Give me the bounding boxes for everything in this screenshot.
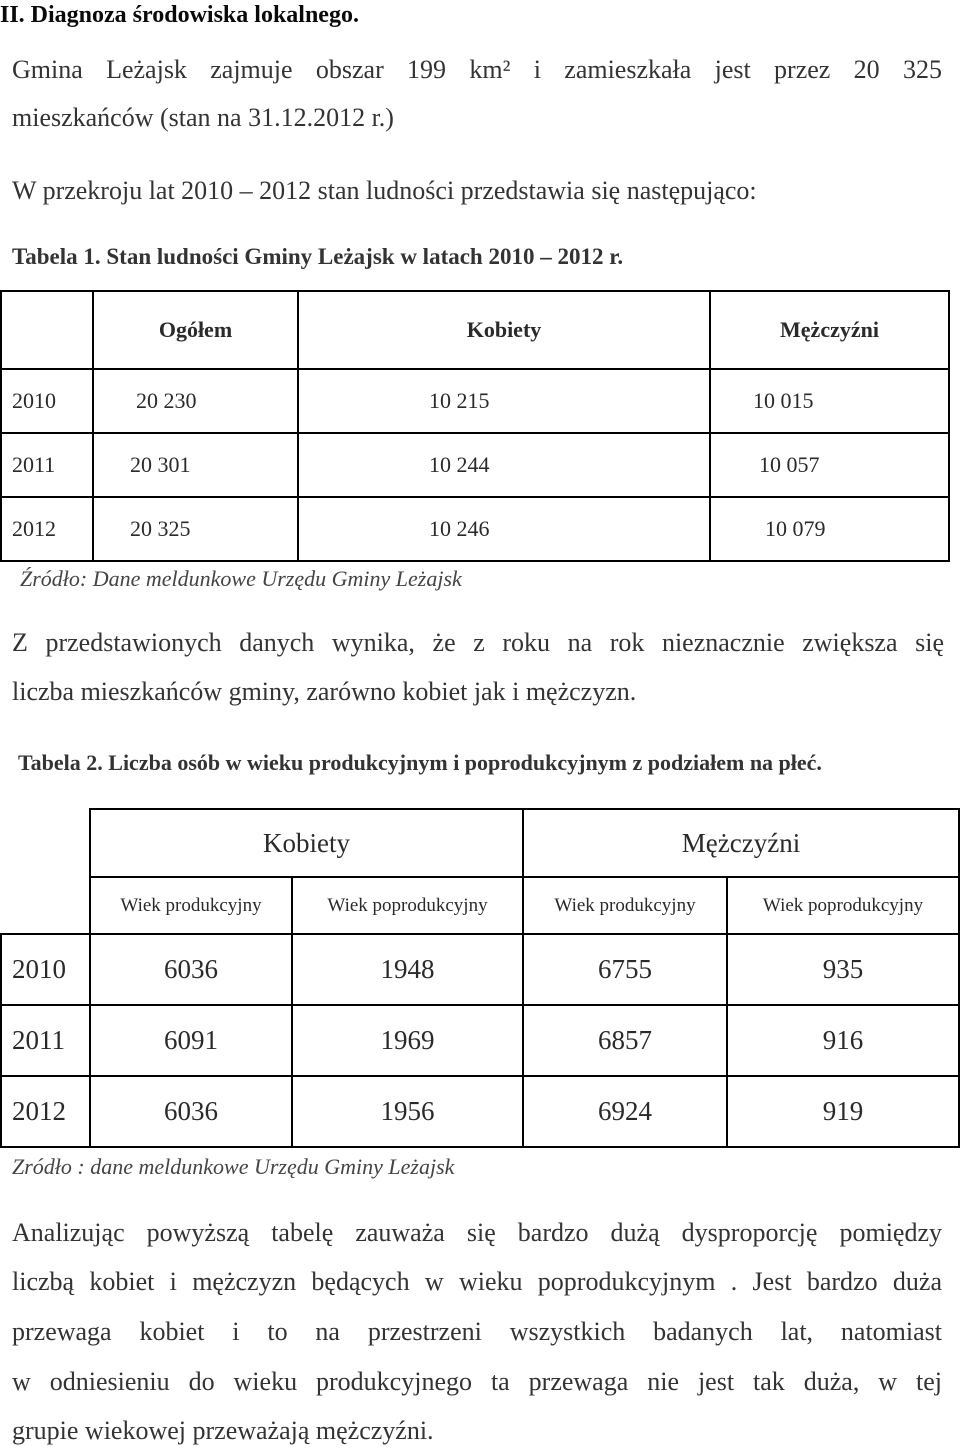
table2-subheader-women-postproductive: Wiek poprodukcyjny (292, 877, 523, 934)
table2-cell-women-postproductive: 1969 (292, 1005, 523, 1076)
table-row (1, 1005, 959, 1076)
table-row (1, 1076, 959, 1147)
table2-cell-year: 2010 (1, 934, 90, 1005)
table2-cell-men-productive: 6755 (523, 934, 727, 1005)
table2-cell-year: 2011 (1, 1005, 90, 1076)
intro-line-3: W przekroju lat 2010 – 2012 stan ludności przedstawia się następująco: (12, 176, 757, 205)
table1-cell-year: 2012 (1, 497, 93, 561)
table1-cell-year: 2010 (1, 369, 93, 433)
table2-cell-women-productive: 6036 (90, 1076, 292, 1147)
conclusion-line-1: Analizując powyższą tabelę zauważa się bardzo dużą dysproporcję pomiędzy (12, 1218, 942, 1247)
table2-cell-men-postproductive: 919 (727, 1076, 959, 1147)
table2-subheader-men-productive: Wiek produkcyjny (523, 877, 727, 934)
table2-cell-women-productive: 6036 (90, 934, 292, 1005)
table2-cell-women-postproductive: 1948 (292, 934, 523, 1005)
conclusion-line-3: przewaga kobiet i to na przestrzeni wszystkich badanych lat, natomiast (12, 1317, 942, 1346)
table1-cell-men: 10 079 (710, 497, 949, 561)
table1-cell-year: 2011 (1, 433, 93, 497)
table1-cell-men: 10 015 (710, 369, 949, 433)
table-row (1, 934, 959, 1005)
table1-header-total: Ogółem (93, 291, 298, 369)
table2-cell-men-postproductive: 916 (727, 1005, 959, 1076)
table2-cell-men-postproductive: 935 (727, 934, 959, 1005)
table1-header-men: Mężczyźni (710, 291, 949, 369)
table-row (1, 433, 949, 497)
table2-subheader-row (1, 877, 959, 934)
table2-source: Zródło : dane meldunkowe Urzędu Gminy Leżajsk (12, 1154, 455, 1179)
conclusion-line-5: grupie wiekowej przeważają mężczyźni. (12, 1416, 434, 1445)
table2-subheader-men-postproductive: Wiek poprodukcyjny (727, 877, 959, 934)
table2-cell-men-productive: 6924 (523, 1076, 727, 1147)
paragraph2-line-1: Z przedstawionych danych wynika, że z roku na rok nieznacznie zwiększa się (12, 628, 944, 657)
table2-subheader-women-productive: Wiek produkcyjny (90, 877, 292, 934)
conclusion-line-2: liczbą kobiet i mężczyzn będących w wieku poprodukcyjnym . Jest bardzo duża (12, 1267, 942, 1296)
table1-header-row (1, 291, 949, 369)
table1-cell-total: 20 230 (93, 369, 298, 433)
age-group-table (0, 808, 960, 1148)
table2-group-row (1, 809, 959, 877)
section-heading: II. Diagnoza środowiska lokalnego. (0, 2, 359, 28)
intro-line-1: Gmina Leżajsk zajmuje obszar 199 km² i zamieszkała jest przez 20 325 (12, 55, 942, 84)
table2-cell-women-postproductive: 1956 (292, 1076, 523, 1147)
table2-cell-women-productive: 6091 (90, 1005, 292, 1076)
table1-source: Źródło: Dane meldunkowe Urzędu Gminy Leżajsk (20, 566, 462, 591)
table1-cell-women: 10 244 (298, 433, 710, 497)
table1-cell-men: 10 057 (710, 433, 949, 497)
table-row (1, 369, 949, 433)
table2-cell-year: 2012 (1, 1076, 90, 1147)
table1-header-women: Kobiety (298, 291, 710, 369)
paragraph2-line-2: liczba mieszkańców gminy, zarówno kobiet jak i mężczyzn. (12, 677, 637, 706)
table1-cell-total: 20 325 (93, 497, 298, 561)
table1-cell-women: 10 246 (298, 497, 710, 561)
table2-cell-men-productive: 6857 (523, 1005, 727, 1076)
intro-line-2: mieszkańców (stan na 31.12.2012 r.) (12, 103, 394, 132)
table2-caption: Tabela 2. Liczba osób w wieku produkcyjnym i poprodukcyjnym z podziałem na płeć. (18, 750, 822, 775)
table2-group-women: Kobiety (90, 809, 523, 877)
table-row (1, 497, 949, 561)
conclusion-line-4: w odniesieniu do wieku produkcyjnego ta przewaga nie jest tak duża, w tej (12, 1367, 942, 1396)
population-table (0, 290, 950, 562)
table1-cell-women: 10 215 (298, 369, 710, 433)
table1-caption: Tabela 1. Stan ludności Gminy Leżajsk w latach 2010 – 2012 r. (12, 244, 624, 269)
table1-cell-total: 20 301 (93, 433, 298, 497)
table2-group-men: Mężczyźni (523, 809, 959, 877)
table1-header-corner (1, 291, 93, 369)
